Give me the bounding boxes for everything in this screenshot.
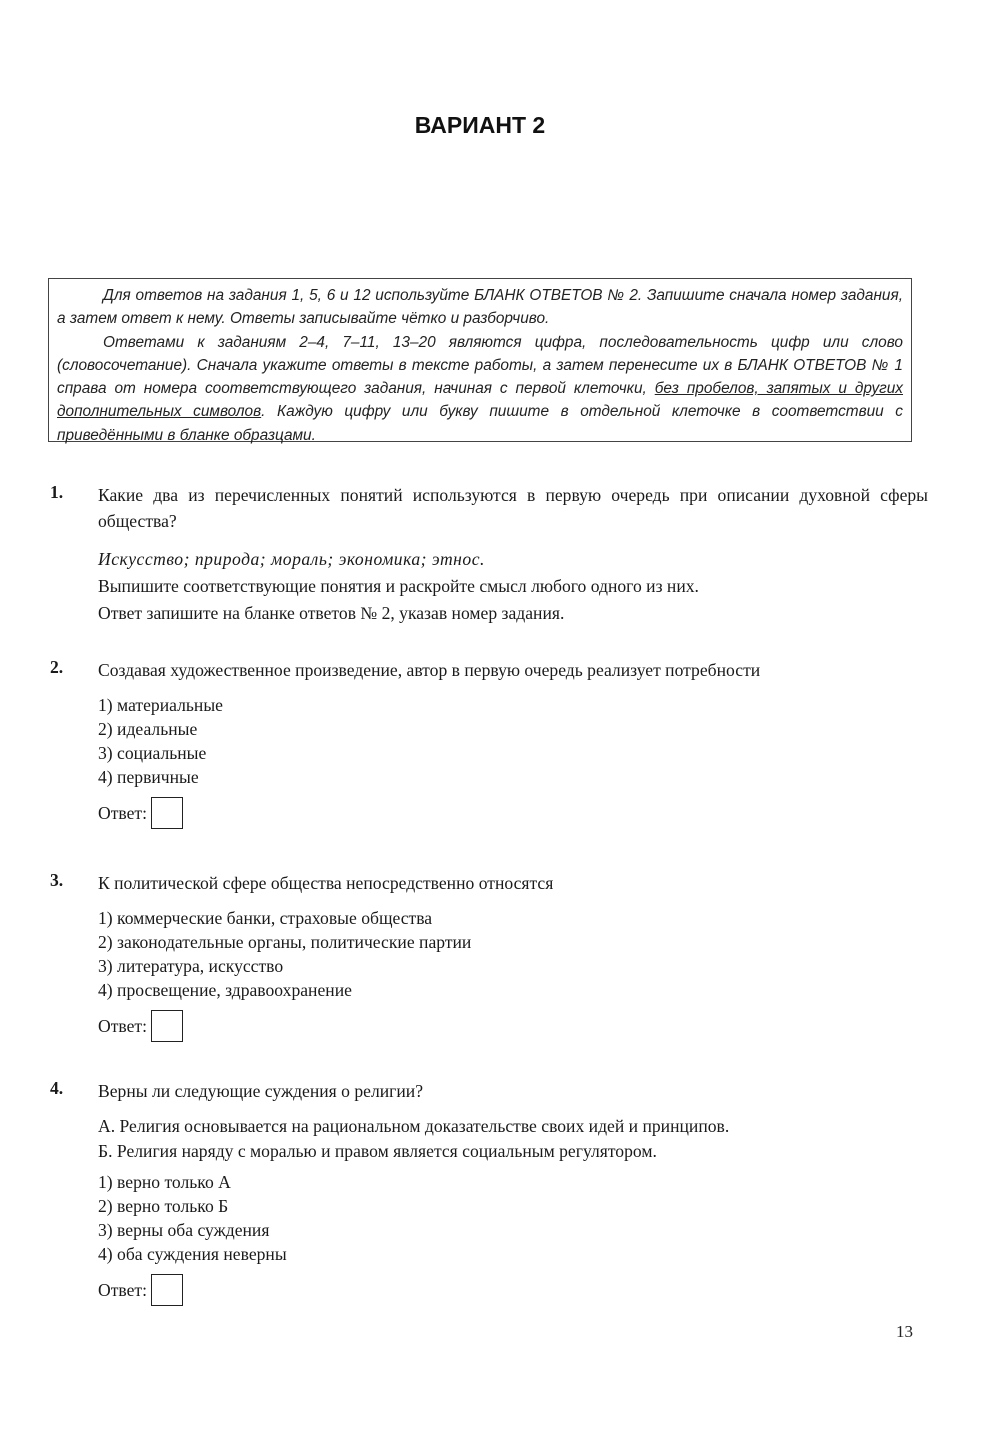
option-item: 2) идеальные <box>98 719 198 739</box>
option-item: 1) коммерческие банки, страховые общества <box>98 908 433 928</box>
options-list <box>98 1170 928 1266</box>
option-item: 1) материальные <box>98 695 223 715</box>
task-1 <box>48 482 928 627</box>
instructions-box <box>48 278 912 442</box>
task-instruction: Выпишите соответствующие понятия и раскройте смысл любого одного из них. <box>98 576 699 596</box>
instructions-p2-underlined: без пробелов, запятых и других дополнительных символов <box>57 380 904 421</box>
option-item: 2) законодательные органы, политические партии <box>98 932 472 952</box>
option-item: 3) социальные <box>98 743 207 763</box>
page-number: 13 <box>896 1322 913 1341</box>
task-number: 1. <box>50 482 64 502</box>
instructions-paragraph-2 <box>57 331 903 447</box>
page-title: ВАРИАНТ 2 <box>414 112 546 138</box>
answer-box[interactable] <box>151 797 183 829</box>
task-instruction: Ответ запишите на бланке ответов № 2, указав номер задания. <box>98 603 565 623</box>
instructions-p2-start: Ответами к заданиям 2–4, 7–11, 13–20 являются цифра, последовательность цифр или слово (словосочетание). Сначала укажите ответы в тексте работы, а затем перенесите их в БЛАНК ОТВЕТОВ № 1 справа от номера соответствующего задания, начиная с первой клеточки, <box>57 333 903 398</box>
task-number: 3. <box>50 870 64 890</box>
option-item: 4) просвещение, здравоохранение <box>98 980 352 1000</box>
answer-row <box>98 797 928 829</box>
answer-row <box>98 1010 928 1042</box>
options-list <box>98 906 928 1002</box>
answer-box[interactable] <box>151 1274 183 1306</box>
task-question: Верны ли следующие суждения о религии? <box>98 1081 424 1101</box>
task-3 <box>48 870 928 1042</box>
answer-label: Ответ: <box>98 1015 147 1036</box>
answer-label: Ответ: <box>98 802 147 823</box>
statement-item: Б. Религия наряду с моралью и правом является социальным регулятором. <box>98 1141 657 1161</box>
options-list <box>98 693 928 789</box>
task-question: К политической сфере общества непосредственно относятся <box>98 873 554 893</box>
statements-list <box>98 1114 928 1164</box>
task-question: Создавая художественное произведение, автор в первую очередь реализует потребности <box>98 660 761 680</box>
task-question: Какие два из перечисленных понятий используются в первую очередь при описании духовной сферы общества? <box>98 485 928 531</box>
task-number: 2. <box>50 657 64 677</box>
answer-box[interactable] <box>151 1010 183 1042</box>
option-item: 3) литература, искусство <box>98 956 284 976</box>
option-item: 2) верно только Б <box>98 1196 229 1216</box>
instructions-p2-end: . Каждую цифру или букву пишите в отдельной клеточке в соответствии с приведёнными в бланке образцами. <box>57 403 903 444</box>
task-number: 4. <box>50 1078 64 1098</box>
answer-row <box>98 1274 928 1306</box>
task-4 <box>48 1078 928 1306</box>
answer-label: Ответ: <box>98 1279 147 1300</box>
task-concepts: Искусство; природа; мораль; экономика; этнос. <box>98 549 485 569</box>
option-item: 4) оба суждения неверны <box>98 1244 287 1264</box>
option-item: 3) верны оба суждения <box>98 1220 270 1240</box>
option-item: 4) первичные <box>98 767 199 787</box>
statement-item: А. Религия основывается на рациональном доказательстве своих идей и принципов. <box>98 1116 730 1136</box>
instructions-paragraph-1: Для ответов на задания 1, 5, 6 и 12 используйте БЛАНК ОТВЕТОВ № 2. Запишите сначала номер задания, а затем ответ к нему. Ответы записывайте чётко и разборчиво. <box>57 287 903 328</box>
option-item: 1) верно только А <box>98 1172 231 1192</box>
task-2 <box>48 657 928 829</box>
